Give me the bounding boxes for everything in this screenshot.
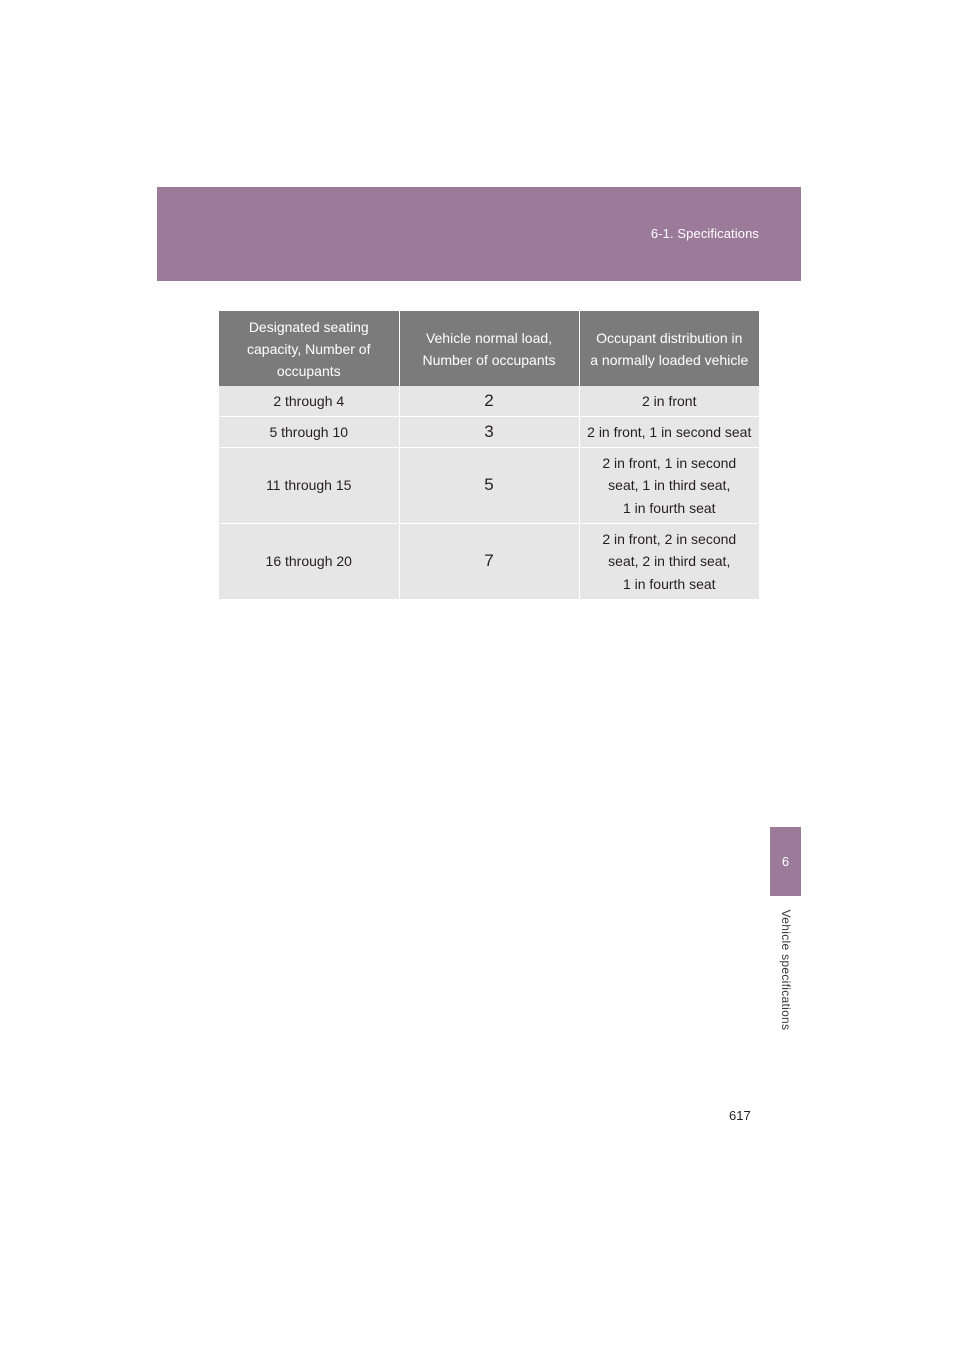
header-band — [157, 187, 801, 281]
normal-load-cell: 3 — [399, 417, 579, 448]
chapter-number: 6 — [781, 854, 790, 869]
capacity-cell: 5 through 10 — [219, 417, 399, 448]
table-row — [219, 386, 759, 417]
distribution-cell: 2 in front, 1 in second seat, 1 in third seat, 1 in fourth seat — [579, 448, 759, 524]
normal-load-cell: 5 — [399, 448, 579, 524]
section-title: 6-1. Specifications — [650, 226, 759, 241]
chapter-title: Vehicle specifications — [779, 909, 793, 1031]
distribution-cell: 2 in front — [579, 386, 759, 417]
table-header-row — [219, 311, 759, 386]
table-row — [219, 417, 759, 448]
distribution-cell: 2 in front, 2 in second seat, 2 in third seat, 1 in fourth seat — [579, 524, 759, 600]
normal-load-cell: 2 — [399, 386, 579, 417]
column-header-normal-load: Vehicle normal load, Number of occupants — [399, 311, 579, 386]
column-header-capacity: Designated seating capacity, Number of occupants — [219, 311, 399, 386]
capacity-cell: 16 through 20 — [219, 524, 399, 600]
occupant-distribution-table — [219, 311, 759, 600]
chapter-tab — [770, 827, 801, 896]
capacity-cell: 11 through 15 — [219, 448, 399, 524]
capacity-cell: 2 through 4 — [219, 386, 399, 417]
page-number: 617 — [729, 1108, 751, 1123]
distribution-cell: 2 in front, 1 in second seat — [579, 417, 759, 448]
table-row — [219, 524, 759, 600]
table-row — [219, 448, 759, 524]
column-header-distribution: Occupant distribution in a normally loaded vehicle — [579, 311, 759, 386]
normal-load-cell: 7 — [399, 524, 579, 600]
